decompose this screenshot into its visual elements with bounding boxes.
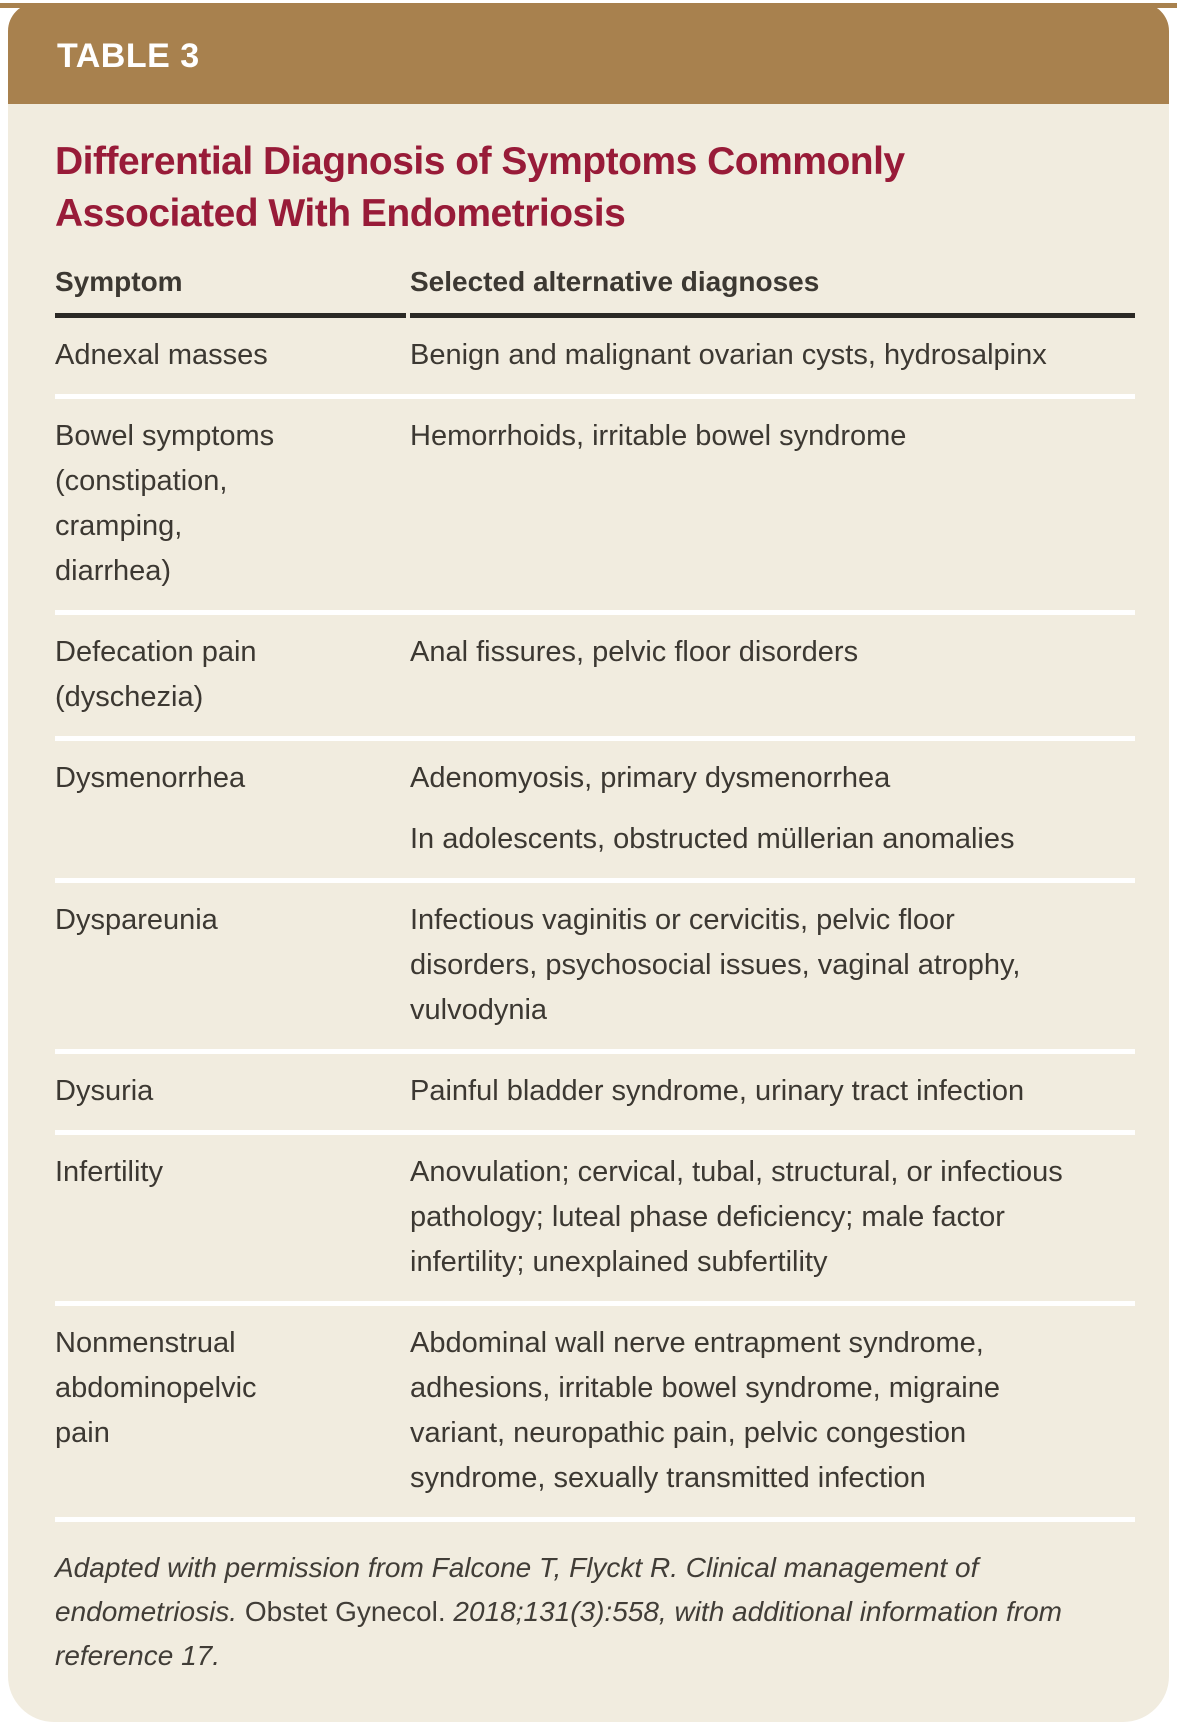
- diagnoses-cell: [410, 333, 1135, 378]
- table-row: [55, 1135, 1135, 1306]
- symptom-text: Dysuria: [55, 1074, 154, 1107]
- diagnosis-text: Anal fissures, pelvic floor disorders: [410, 635, 859, 668]
- diagnoses-cell: [410, 1069, 1135, 1114]
- diagnosis-text: Hemorrhoids, irritable bowel syndrome: [410, 419, 907, 452]
- symptom-cell: [55, 898, 410, 1033]
- symptom-cell: [55, 1069, 410, 1114]
- diagnosis-text: Abdominal wall nerve entrapment syndrome, adhesions, irritable bowel syndrome, migraine variant, neuropathic pain, pelvic congestion syndrome, sexually transmitted infection: [410, 1326, 1000, 1494]
- table-header-row: [55, 266, 1135, 318]
- symptom-cell: [55, 414, 410, 594]
- table-row: [55, 399, 1135, 615]
- diagnoses-cell: [410, 630, 1135, 720]
- diagnosis-text: Infectious vaginitis or cervicitis, pelvic floor disorders, psychosocial issues, vaginal atrophy, vulvodynia: [410, 903, 1021, 1026]
- symptom-cell: [55, 1150, 410, 1285]
- table-body: [55, 318, 1135, 1522]
- diagnoses-cell: [410, 756, 1135, 862]
- footnote-journal-name: Obstet Gynecol.: [244, 1595, 454, 1627]
- footnote: [55, 1522, 1110, 1678]
- diagnosis-text: Painful bladder syndrome, urinary tract infection: [410, 1074, 1025, 1107]
- diagnosis-text: Benign and malignant ovarian cysts, hydrosalpinx: [410, 338, 1047, 371]
- table-row: [55, 615, 1135, 741]
- diagnosis-text: In adolescents, obstructed müllerian anomalies: [410, 822, 1015, 855]
- symptom-cell: [55, 333, 410, 378]
- symptom-cell: [55, 630, 410, 720]
- diagnosis-text: Anovulation; cervical, tubal, structural, or infectious pathology; luteal phase deficiency; male factor infertility; unexplained subfertility: [410, 1155, 1063, 1278]
- diagnosis-table: [55, 266, 1135, 1522]
- symptom-text: Infertility: [55, 1155, 163, 1188]
- footnote-citation-part1: Adapted with permission from Falcone T, Flyckt R. Clinical management of endometriosis.: [55, 1551, 979, 1627]
- table-row: [55, 883, 1135, 1054]
- diagnosis-text: Adenomyosis, primary dysmenorrhea: [410, 761, 891, 794]
- symptom-text: Defecation pain (dyschezia): [55, 635, 257, 713]
- symptom-text: Bowel symptoms (constipation, cramping, diarrhea): [55, 419, 275, 587]
- symptom-text: Dyspareunia: [55, 903, 218, 936]
- table-number-label: TABLE 3: [57, 37, 200, 75]
- diagnoses-cell: [410, 1321, 1135, 1501]
- table-row: [55, 1306, 1135, 1522]
- symptom-text: Dysmenorrhea: [55, 761, 246, 794]
- column-header-symptom: Symptom: [55, 266, 406, 318]
- symptom-cell: [55, 1321, 410, 1501]
- diagnoses-cell: [410, 414, 1135, 594]
- symptom-text: Nonmenstrual abdominopelvic pain: [55, 1326, 257, 1449]
- top-border-rule: [0, 3, 1177, 8]
- table-card: [8, 104, 1169, 1722]
- footnote-citation-part2: 2018;131(3):558, with additional information from reference 17.: [55, 1595, 1062, 1671]
- table-row: [55, 1054, 1135, 1135]
- table-number-band: [8, 3, 1169, 104]
- diagnoses-cell: [410, 1150, 1135, 1285]
- table-row: [55, 741, 1135, 883]
- diagnoses-cell: [410, 898, 1135, 1033]
- symptom-text: Adnexal masses: [55, 338, 268, 371]
- table-title: Differential Diagnosis of Symptoms Commonly Associated With Endometriosis: [55, 140, 905, 235]
- column-header-diagnoses: Selected alternative diagnoses: [410, 266, 1135, 318]
- symptom-cell: [55, 756, 410, 862]
- table-row: [55, 318, 1135, 399]
